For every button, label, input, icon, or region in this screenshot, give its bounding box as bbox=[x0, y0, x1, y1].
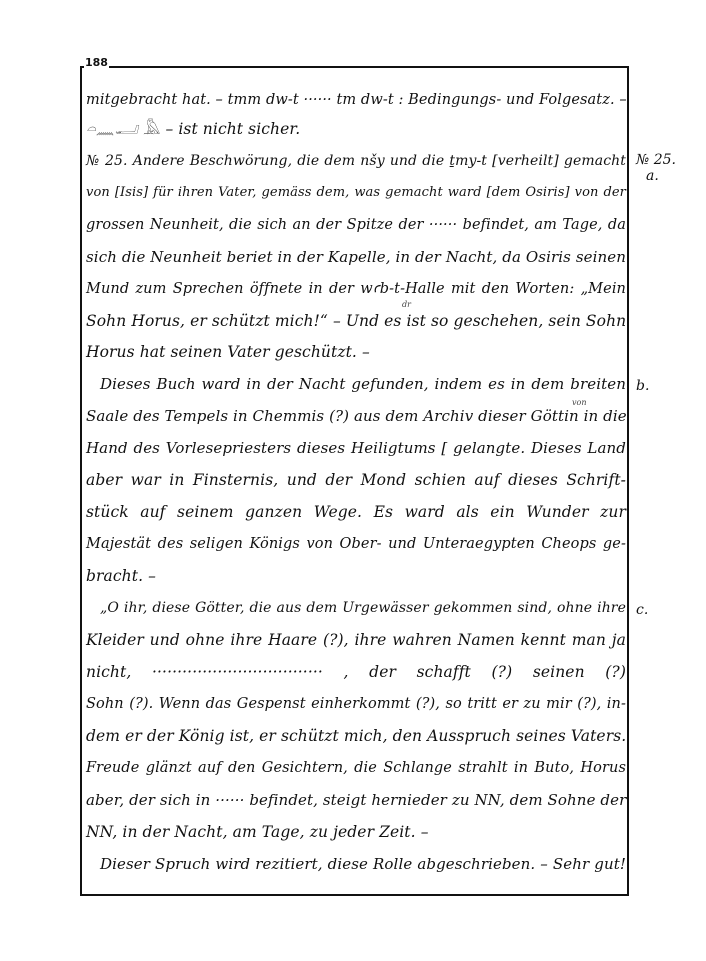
text-line: Kleider und ohne ihre Haare (?), ihre wahren Namen kennt man ja bbox=[86, 631, 626, 649]
text-line: NN, in der Nacht, am Tage, zu jeder Zeit. – bbox=[86, 823, 429, 841]
text-line: von [Isis] für ihren Vater, gemäss dem, was gemacht ward [dem Osiris] von der bbox=[86, 185, 626, 200]
text-line: aber, der sich in ······ befindet, steigt hernieder zu NN, dem Sohne der bbox=[86, 791, 627, 809]
text-line: stück auf seinem ganzen Wege. Es ward als ein Wunder zur bbox=[86, 503, 626, 521]
text-line: Hand des Vorlesepriesters dieses Heiligtums [ gelangte. Dieses Land bbox=[86, 439, 626, 457]
text-line: bracht. – bbox=[86, 567, 156, 585]
text-line: Dieser Spruch wird rezitiert, diese Rolle abgeschrieben. – Sehr gut! bbox=[100, 855, 626, 873]
text-line: № 25. Andere Beschwörung, die dem nšy und die ṯmy-t [verheilt] gemacht bbox=[86, 153, 626, 169]
margin-label-c: c. bbox=[636, 602, 649, 618]
text-line: aber war in Finsternis, und der Mond schien auf dieses Schrift- bbox=[86, 471, 626, 489]
text-line: Sohn (?). Wenn das Gespenst einherkommt (?), so tritt er zu mir (?), in- bbox=[86, 696, 626, 712]
margin-label-a: a. bbox=[646, 168, 659, 184]
text-line: 𓏏𓈖𓂝 𓅓 – ist nicht sicher. bbox=[86, 120, 301, 138]
text-line: dem er der König ist, er schützt mich, den Ausspruch seines Vaters. bbox=[86, 727, 627, 745]
page-number: 188 bbox=[85, 56, 108, 69]
text-line: sich die Neunheit beriet in der Kapelle, in der Nacht, da Osiris seinen bbox=[86, 248, 626, 266]
margin-label-b: b. bbox=[636, 378, 650, 394]
text-line: Mund zum Sprechen öffnete in der wꜥb-t-Halle mit den Worten: „Mein bbox=[86, 281, 626, 297]
text-line: Dieses Buch ward in der Nacht gefunden, indem es in dem breiten bbox=[100, 375, 626, 393]
text-line: Sohn Horus, er schützt mich!“ – Und es ist so geschehen, sein Sohn bbox=[86, 312, 627, 330]
text-line: „O ihr, diese Götter, die aus dem Urgewässer gekommen sind, ohne ihre bbox=[100, 600, 626, 616]
text-line: Horus hat seinen Vater geschützt. – bbox=[86, 343, 370, 361]
text-line: Majestät des seligen Königs von Ober- und Unteraegypten Cheops ge- bbox=[86, 536, 626, 552]
text-line: nicht, ·································· , der schafft (?) seinen (?) bbox=[86, 663, 626, 681]
text-line: grossen Neunheit, die sich an der Spitze der ······ befindet, am Tage, da bbox=[86, 217, 626, 233]
text-line: mitgebracht hat. – tmm dw-t ······ tm dw-t : Bedingungs- und Folgesatz. – bbox=[86, 92, 627, 108]
margin-label-no25: № 25. bbox=[636, 152, 676, 168]
text-line: Saale des Tempels in Chemmis (?) aus dem Archiv dieser Göttin in die bbox=[86, 407, 627, 425]
interlinear-note: dr bbox=[402, 300, 411, 309]
text-line: Freude glänzt auf den Gesichtern, die Schlange strahlt in Buto, Horus bbox=[86, 760, 626, 776]
interlinear-note: von bbox=[572, 398, 587, 407]
